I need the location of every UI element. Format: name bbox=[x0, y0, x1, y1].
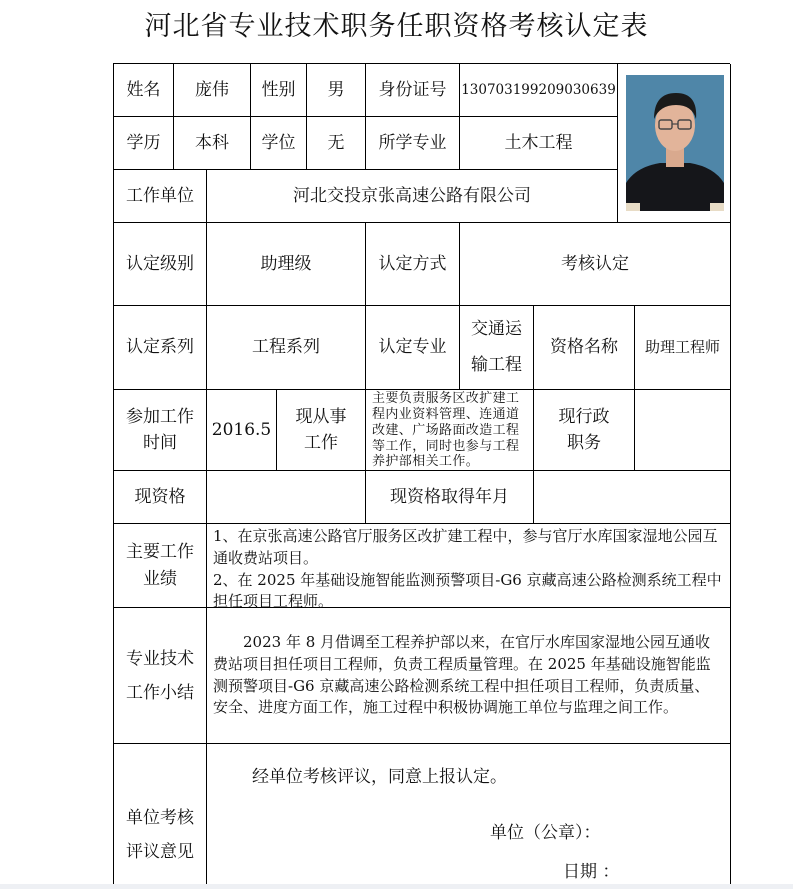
series-label: 认定系列 bbox=[114, 306, 207, 390]
id-value: 130703199209030639 bbox=[460, 64, 618, 117]
photo-cell bbox=[618, 64, 731, 223]
qualification-date-value bbox=[534, 471, 731, 524]
admin-post-label: 现行政职务 bbox=[534, 390, 635, 471]
form-table bbox=[113, 63, 730, 885]
method-value: 考核认定 bbox=[460, 223, 731, 306]
degree-value: 无 bbox=[307, 117, 366, 170]
achievement-item: 2、在 2025 年基础设施智能监测预警项目-G6 京藏高速公路检测系统工程中担任项目工程师。 bbox=[213, 570, 722, 611]
current-qualification-label: 现资格 bbox=[114, 471, 207, 524]
degree-label: 学位 bbox=[251, 117, 307, 170]
id-label: 身份证号 bbox=[366, 64, 460, 117]
opinion-cell bbox=[207, 744, 731, 886]
specialty-value: 交通运输工程 bbox=[460, 306, 534, 390]
method-label: 认定方式 bbox=[366, 223, 460, 306]
employer-label: 工作单位 bbox=[114, 170, 207, 223]
current-work-value: 主要负责服务区改扩建工程内业资料管理、连通道改建、广场路面改造工程等工作，同时也参与工程养护部相关工作。 bbox=[366, 390, 534, 471]
current-work-label: 现从事工作 bbox=[277, 390, 366, 471]
seal-label: 单位（公章）： bbox=[490, 823, 601, 843]
opinion-label: 单位考核评议意见 bbox=[114, 744, 207, 886]
qualification-label: 资格名称 bbox=[534, 306, 635, 390]
gender-value: 男 bbox=[307, 64, 366, 117]
achievements-label: 主要工作业绩 bbox=[114, 524, 207, 608]
start-work-label: 参加工作时间 bbox=[114, 390, 207, 471]
opinion-text: 经单位考核评议，同意上报认定。 bbox=[252, 767, 507, 787]
education-label: 学历 bbox=[114, 117, 174, 170]
page-bottom-edge bbox=[0, 884, 793, 889]
major-label: 所学专业 bbox=[366, 117, 460, 170]
summary-text: 2023 年 8 月借调至工程养护部以来，在官厅水库国家湿地公园互通收费站项目担任项目工程师，负责工程质量管理。在 2025 年基础设施智能监测预警项目-G6 京藏高速公路检测系统工程中担任项目工程师，负责质量、安全、进度方面工作，施工过程中积极协调施工单位与监理之间工作。 bbox=[213, 633, 711, 717]
qualification-value: 助理工程师 bbox=[635, 306, 731, 390]
achievement-item: 1、在京张高速公路官厅服务区改扩建工程中，参与官厅水库国家湿地公园互通收费站项目。 bbox=[213, 527, 718, 567]
start-work-value: 2016.5 bbox=[207, 390, 277, 471]
level-label: 认定级别 bbox=[114, 223, 207, 306]
name-value: 庞伟 bbox=[174, 64, 251, 117]
current-qualification-value bbox=[207, 471, 366, 524]
summary-cell bbox=[207, 608, 731, 744]
admin-post-value bbox=[635, 390, 731, 471]
specialty-label: 认定专业 bbox=[366, 306, 460, 390]
portrait-photo-icon bbox=[626, 75, 724, 211]
gender-label: 性别 bbox=[251, 64, 307, 117]
major-value: 土木工程 bbox=[460, 117, 618, 170]
employer-value: 河北交投京张高速公路有限公司 bbox=[207, 170, 618, 223]
qualification-date-label: 现资格取得年月 bbox=[366, 471, 534, 524]
achievements-cell bbox=[207, 524, 731, 611]
series-value: 工程系列 bbox=[207, 306, 366, 390]
name-label: 姓名 bbox=[114, 64, 174, 117]
date-label: 日期 ： bbox=[563, 862, 620, 882]
summary-label: 专业技术工作小结 bbox=[114, 608, 207, 744]
level-value: 助理级 bbox=[207, 223, 366, 306]
page-title: 河北省专业技术职务任职资格考核认定表 bbox=[144, 11, 649, 42]
education-value: 本科 bbox=[174, 117, 251, 170]
